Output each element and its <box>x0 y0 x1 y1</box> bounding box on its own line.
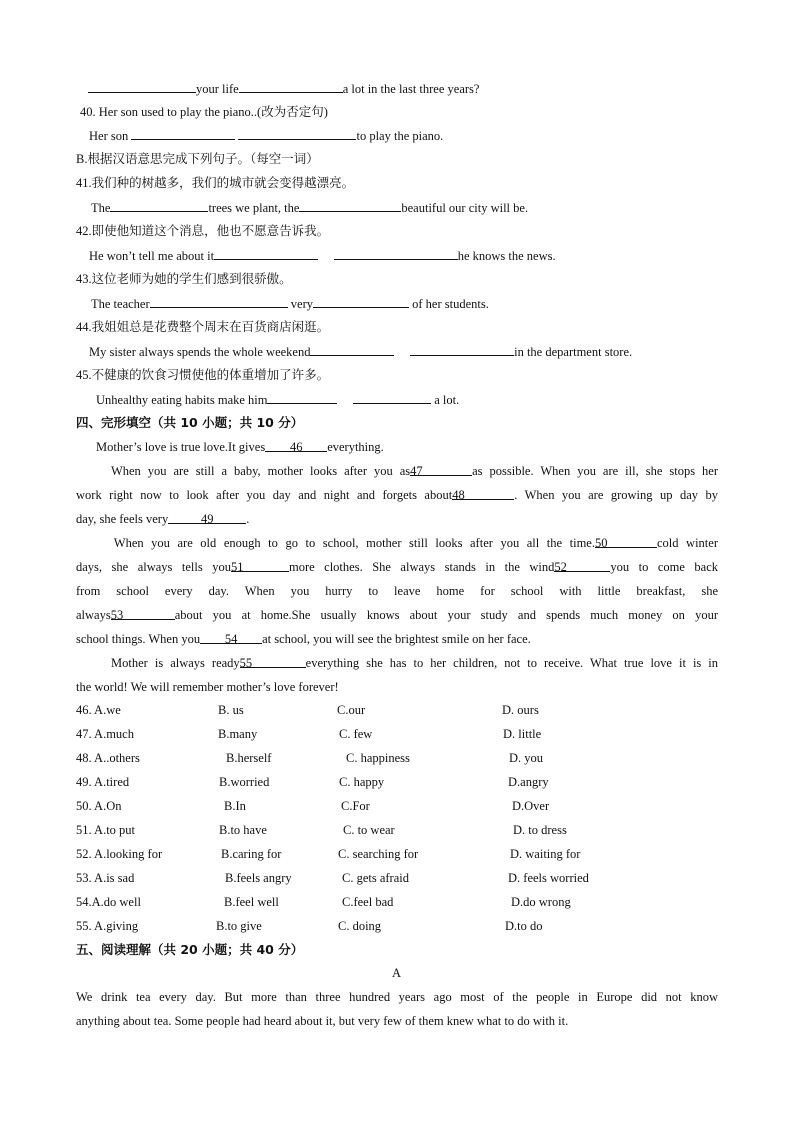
q42-answer-line: He won’t tell me about it he knows the news. <box>89 249 556 263</box>
answer-blank[interactable] <box>150 295 288 308</box>
answer-blank[interactable] <box>353 391 431 404</box>
answer-blank[interactable] <box>267 391 337 404</box>
q45-chinese: 45.不健康的饮食习惯使他的体重增加了许多。 <box>76 368 330 382</box>
reading-a-label: A <box>392 966 402 980</box>
q45-answer-line: Unhealthy eating habits make him a lot. <box>96 393 460 407</box>
option-d[interactable]: D. waiting for <box>510 847 581 861</box>
q43-chinese: 43.这位老师为她的学生们感到很骄傲。 <box>76 272 292 286</box>
cloze-blank-48[interactable]: 48 <box>452 487 514 500</box>
answer-blank[interactable] <box>238 127 356 140</box>
answer-blank[interactable] <box>88 80 196 93</box>
q40-answer-line: Her son to play the piano. <box>89 129 444 143</box>
cloze-line-9: school things. When you 54 at school, you will see the brightest smile on her face. <box>76 632 531 646</box>
option-b[interactable]: B.feels angry <box>225 871 292 885</box>
cloze-line-10: Mother is always ready55 everything she has to her children, not to receive. What true love it is in <box>111 656 719 670</box>
answer-blank[interactable] <box>313 295 409 308</box>
reading-a-line-2: anything about tea. Some people had heard about it, but very few of them knew what to do with it. <box>76 1014 569 1028</box>
cloze-line-8: always53 about you at home.She usually knows about your study and spends much money on your <box>76 608 718 622</box>
option-d[interactable]: D.to do <box>505 919 543 933</box>
option-d[interactable]: D.do wrong <box>511 895 571 909</box>
option-d[interactable]: D. ours <box>502 703 539 717</box>
option-a[interactable]: 50. A.On <box>76 799 122 813</box>
option-b[interactable]: B. us <box>218 703 244 717</box>
option-a[interactable]: 54.A.do well <box>76 895 141 909</box>
option-c[interactable]: C.For <box>341 799 370 813</box>
option-c[interactable]: C. to wear <box>343 823 395 837</box>
option-b[interactable]: B.In <box>224 799 246 813</box>
option-a[interactable]: 47. A.much <box>76 727 134 741</box>
option-a[interactable]: 49. A.tired <box>76 775 130 789</box>
option-d[interactable]: D.angry <box>508 775 549 789</box>
answer-blank[interactable] <box>131 127 235 140</box>
option-c[interactable]: C.our <box>337 703 366 717</box>
option-b[interactable]: B.worried <box>219 775 270 789</box>
cloze-blank-49[interactable]: 49 <box>168 511 246 524</box>
option-b[interactable]: B.to have <box>219 823 267 837</box>
cloze-line-7: from school every day. When you hurry to leave home for school with little breakfast, she <box>76 584 718 598</box>
q41-chinese: 41.我们种的树越多，我们的城市就会变得越漂亮。 <box>76 176 355 190</box>
q39-line: your life a lot in the last three years? <box>88 80 479 97</box>
option-b[interactable]: B.feel well <box>224 895 279 909</box>
option-b[interactable]: B.many <box>218 727 258 741</box>
cloze-line-4: day, she feels very 49 . <box>76 512 250 526</box>
cloze-line-2: When you are still a baby, mother looks after you as47 as possible. When you are ill, she stops her <box>110 464 718 478</box>
q44-answer-line: My sister always spends the whole weekend in the department store. <box>89 345 633 359</box>
section-b-heading: B.根据汉语意思完成下列句子。（每空一词） <box>76 152 319 166</box>
cloze-blank-51[interactable]: 51 <box>231 559 289 572</box>
option-c[interactable]: C.feel bad <box>342 895 394 909</box>
cloze-blank-46[interactable]: 46 <box>265 439 327 452</box>
option-b[interactable]: B.to give <box>216 919 262 933</box>
cloze-blank-54[interactable]: 54 <box>200 631 262 644</box>
cloze-blank-55[interactable]: 55 <box>240 655 306 668</box>
cloze-line-6: days, she always tells you51 more clothes. She always stands in the wind52 you to come back <box>76 560 718 574</box>
answer-blank[interactable] <box>299 199 401 212</box>
cloze-blank-50[interactable]: 50 <box>595 535 657 548</box>
cloze-line-5: When you are old enough to go to school, mother still looks after you all the time.50 cold winter <box>113 536 718 550</box>
option-d[interactable]: D. little <box>503 727 542 741</box>
option-a[interactable]: 51. A.to put <box>76 823 136 837</box>
q40-prompt: 40. Her son used to play the piano..(改为否定句) <box>80 105 328 119</box>
q41-answer-line: The trees we plant, the beautiful our city will be. <box>91 201 529 215</box>
option-c[interactable]: C. gets afraid <box>342 871 409 885</box>
option-b[interactable]: B.herself <box>226 751 272 765</box>
answer-blank[interactable] <box>239 80 343 93</box>
q43-answer-line: The teacher very of her students. <box>91 297 489 311</box>
cloze-blank-53[interactable]: 53 <box>111 607 175 620</box>
answer-blank[interactable] <box>334 247 458 260</box>
answer-blank[interactable] <box>214 247 318 260</box>
option-d[interactable]: D.Over <box>512 799 550 813</box>
option-a[interactable]: 55. A.giving <box>76 919 139 933</box>
answer-blank[interactable] <box>310 343 394 356</box>
cloze-line-3: work right now to look after you day and night and forgets about48 . When you are growing up day by <box>76 488 719 502</box>
section-4-heading: 四、完形填空（共 10 小题；共 10 分） <box>76 415 304 430</box>
option-c[interactable]: C. happiness <box>346 751 410 765</box>
option-a[interactable]: 46. A.we <box>76 703 121 717</box>
option-d[interactable]: D. feels worried <box>508 871 589 885</box>
option-d[interactable]: D. to dress <box>513 823 567 837</box>
cloze-line-1: Mother’s love is true love.It gives 46 everything. <box>96 440 384 454</box>
option-c[interactable]: C. doing <box>338 919 382 933</box>
reading-a-line-1: We drink tea every day. But more than three hundred years ago most of the people in Europe did not know <box>76 990 718 1004</box>
option-d[interactable]: D. you <box>509 751 544 765</box>
option-a[interactable]: 53. A.is sad <box>76 871 135 885</box>
cloze-line-11: the world! We will remember mother’s love forever! <box>76 680 339 694</box>
cloze-blank-52[interactable]: 52 <box>554 559 610 572</box>
option-a[interactable]: 52. A.looking for <box>76 847 163 861</box>
q42-chinese: 42.即使他知道这个消息，他也不愿意告诉我。 <box>76 224 330 238</box>
option-b[interactable]: B.caring for <box>221 847 282 861</box>
cloze-blank-47[interactable]: 47 <box>410 463 472 476</box>
option-a[interactable]: 48. A..others <box>76 751 140 765</box>
q44-chinese: 44.我姐姐总是花费整个周末在百货商店闲逛。 <box>76 320 330 334</box>
option-c[interactable]: C. searching for <box>338 847 419 861</box>
option-c[interactable]: C. happy <box>339 775 385 789</box>
answer-blank[interactable] <box>410 343 514 356</box>
section-5-heading: 五、阅读理解（共 20 小题；共 40 分） <box>76 942 304 957</box>
option-c[interactable]: C. few <box>339 727 373 741</box>
answer-blank[interactable] <box>110 199 208 212</box>
